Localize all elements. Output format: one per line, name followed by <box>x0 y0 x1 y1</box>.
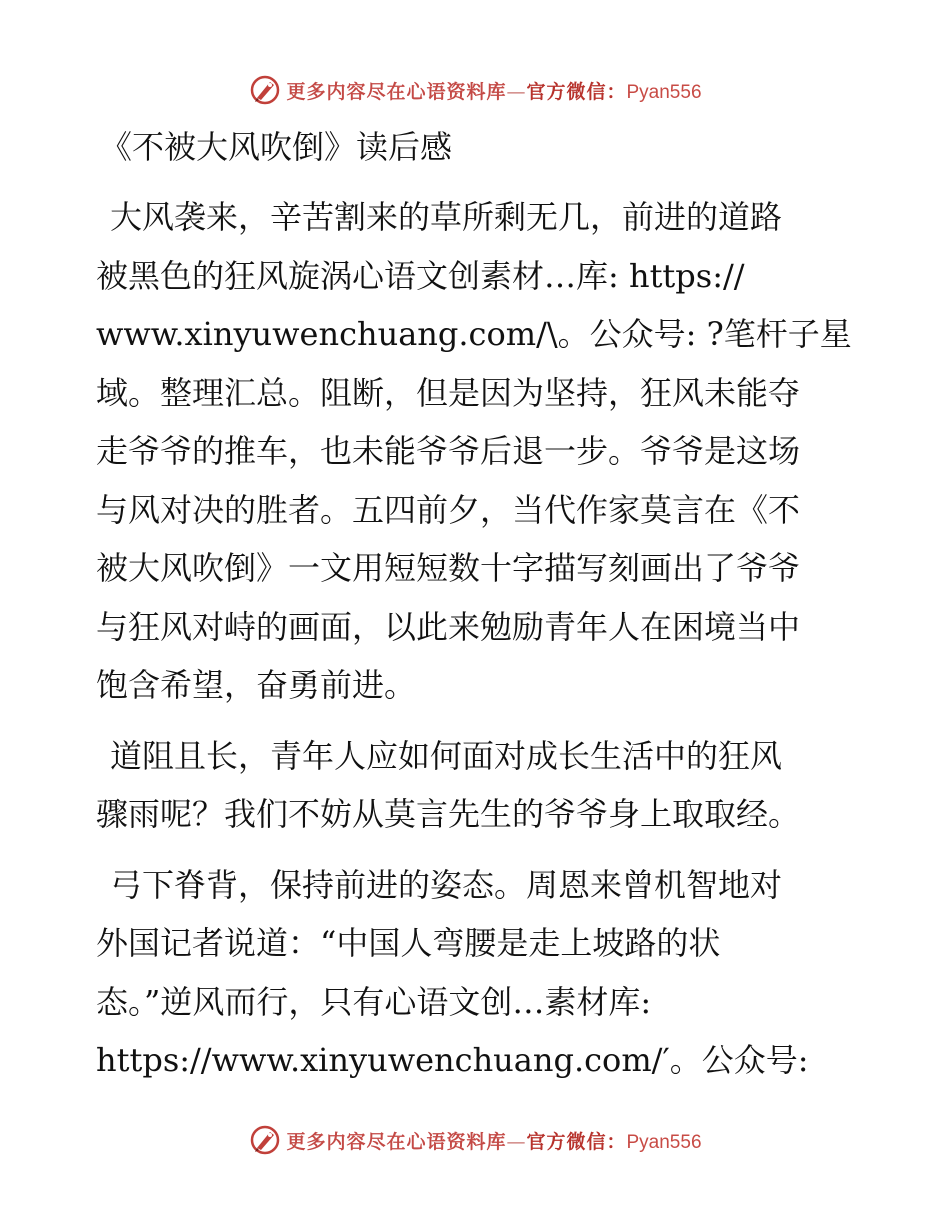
banner-dash: — <box>506 1130 527 1153</box>
paragraph-line: 大风袭来，辛苦割来的草所剩无几，前进的道路 <box>110 198 783 236</box>
banner-text <box>286 77 701 104</box>
paragraph-line: 走爷爷的推车，也未能爷爷后退一步。爷爷是这场 <box>96 432 801 470</box>
paragraph-line: https://www.xinyuwenchuang.com/′。公众号: <box>96 1041 809 1079</box>
paragraph-line: 弓下脊背，保持前进的姿态。周恩来曾机智地对 <box>110 865 783 904</box>
banner-official-label: 官方微信： <box>526 1130 627 1153</box>
banner-brand: 更多内容尽在心语资料库 <box>286 1130 507 1153</box>
header-banner <box>0 70 950 110</box>
paragraph-line: 道阻且长，青年人应如何面对成长生活中的狂风 <box>110 736 783 775</box>
banner-wechat-id: Pyan556 <box>626 1131 702 1153</box>
paragraph-1 <box>96 188 854 715</box>
banner-text <box>286 1127 701 1154</box>
pen-logo-icon <box>248 1123 282 1157</box>
paragraph-line: 被黑色的狂风旋涡心语文创素材…库: https:// <box>96 256 745 295</box>
paragraph-line: www.xinyuwenchuang.com/\。公众号: ?笔杆子星 <box>96 315 852 353</box>
paragraph-line: 与狂风对峙的画面，以此来勉励青年人在困境当中 <box>96 607 801 646</box>
document-body <box>96 118 854 1090</box>
pen-logo-icon <box>248 73 282 107</box>
paragraph-line: 态。”逆风而行，只有心语文创…素材库: <box>96 982 652 1021</box>
paragraph-line: 外国记者说道：“中国人弯腰是走上坡路的状 <box>96 924 721 962</box>
document-title: 《不被大风吹倒》读后感 <box>100 128 453 166</box>
paragraph-line: 与风对决的胜者。五四前夕，当代作家莫言在《不 <box>96 490 801 529</box>
banner-official-label: 官方微信： <box>526 80 627 103</box>
banner-brand: 更多内容尽在心语资料库 <box>286 80 507 103</box>
paragraph-line: 域。整理汇总。阻断，但是因为坚持，狂风未能夺 <box>96 373 801 412</box>
banner-wechat-id: Pyan556 <box>626 81 702 103</box>
paragraph-line: 骤雨呢？我们不妨从莫言先生的爷爷身上取取经。 <box>96 795 801 833</box>
paragraph-line: 被大风吹倒》一文用短短数十字描写刻画出了爷爷 <box>96 549 801 587</box>
paragraph-line: 饱含希望，奋勇前进。 <box>96 666 417 704</box>
footer-banner <box>0 1120 950 1160</box>
banner-dash: — <box>506 80 527 103</box>
paragraph-2 <box>96 727 854 844</box>
paragraph-3 <box>96 856 854 1090</box>
